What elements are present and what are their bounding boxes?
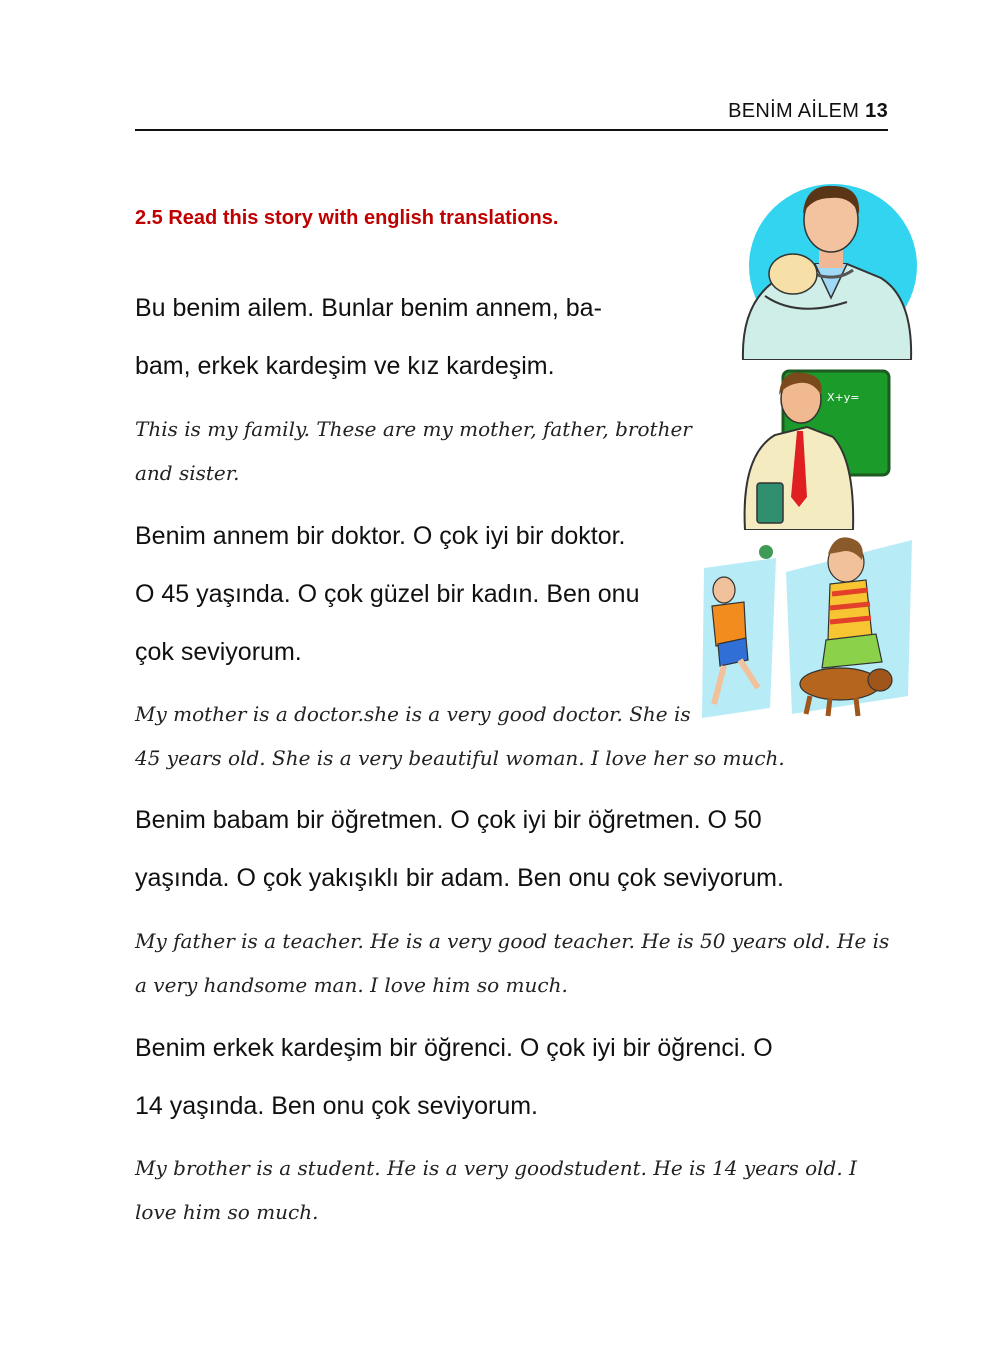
english-line: This is my family. These are my mother, father, brother — [135, 417, 692, 441]
section-title: 2.5 Read this story with english translations. — [135, 207, 559, 229]
english-translation — [135, 1146, 857, 1234]
turkish-line: yaşında. O çok yakışıklı bir adam. Ben onu çok seviyorum. — [135, 864, 784, 892]
header-rule — [135, 129, 888, 131]
english-line: My father is a teacher. He is a very good teacher. He is 50 years old. He is — [135, 929, 890, 953]
page-header — [135, 100, 888, 128]
running-header — [728, 100, 888, 123]
turkish-line: O 45 yaşında. O çok güzel bir kadın. Ben onu — [135, 580, 640, 608]
sister-skirt — [822, 634, 882, 668]
turkish-paragraph — [135, 791, 784, 907]
english-line: 45 years old. She is a very beautiful woman. I love her so much. — [135, 746, 785, 770]
english-translation — [135, 919, 889, 1007]
header-title: BENİM AİLEM — [728, 100, 860, 122]
english-line: a very handsome man. I love him so much. — [135, 973, 568, 997]
teacher-illustration — [735, 365, 895, 530]
english-translation — [135, 407, 692, 495]
turkish-line: 14 yaşında. Ben onu çok seviyorum. — [135, 1092, 539, 1120]
english-line: My mother is a doctor.she is a very good doctor. She is — [135, 702, 691, 726]
english-translation — [135, 692, 785, 780]
doctor-illustration — [735, 178, 920, 360]
dog-head — [868, 669, 892, 691]
turkish-paragraph — [135, 1019, 773, 1135]
teacher-book — [757, 483, 783, 523]
ball — [759, 545, 773, 559]
blackboard-text: X+y= — [827, 391, 860, 404]
baby — [769, 254, 817, 294]
turkish-paragraph — [135, 507, 639, 681]
english-line: love him so much. — [135, 1200, 319, 1224]
turkish-line: Benim erkek kardeşim bir öğrenci. O çok iyi bir öğrenci. O — [135, 1034, 773, 1062]
dog-body — [800, 668, 880, 700]
english-line: My brother is a student. He is a very goodstudent. He is 14 years old. I — [135, 1156, 857, 1180]
turkish-line: bam, erkek kardeşim ve kız kardeşim. — [135, 352, 555, 380]
turkish-line: Bu benim ailem. Bunlar benim annem, ba- — [135, 294, 602, 322]
english-line: and sister. — [135, 461, 240, 485]
boy-head — [713, 577, 735, 603]
turkish-line: Benim babam bir öğretmen. O çok iyi bir öğretmen. O 50 — [135, 806, 762, 834]
turkish-line: çok seviyorum. — [135, 638, 302, 666]
turkish-paragraph — [135, 279, 602, 395]
page-number: 13 — [865, 100, 888, 122]
turkish-line: Benim annem bir doktor. O çok iyi bir doktor. — [135, 522, 626, 550]
kids-illustration — [700, 528, 915, 728]
